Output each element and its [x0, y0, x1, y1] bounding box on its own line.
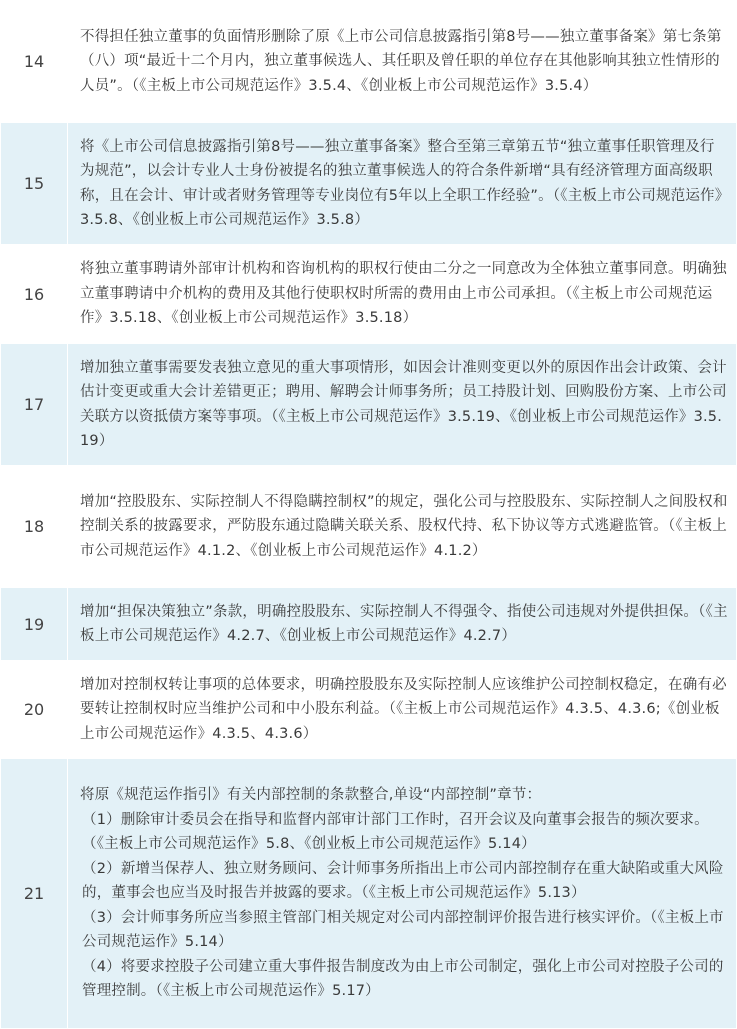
- row-number: 17: [1, 344, 68, 466]
- row-number: 16: [1, 245, 68, 344]
- row-text: 将独立董事聘请外部审计机构和咨询机构的职权行使由二分之一同意改为全体独立董事同意。明确独立董事聘请中介机构的费用及其他行使职权时所需的费用由上市公司承担。（《主板上市公司规范运作》3.5.18、《创业板上市公司规范运作》3.5.18）: [68, 245, 737, 344]
- table-row: [1, 245, 737, 344]
- table-row: [1, 759, 737, 1029]
- row-number: 20: [1, 661, 68, 759]
- row-intro: 将原《规范运作指引》有关内部控制的条款整合,单设“内部控制”章节：: [80, 787, 542, 804]
- list-item: （3）会计师事务所应当参照主管部门相关规定对公司内部控制评价报告进行核实评价。（《主板上市公司规范运作》5.14）: [82, 909, 724, 951]
- list-item: （1）删除审计委员会在指导和监督内部审计部门工作时，召开会议及向董事会报告的频次要求。（《主板上市公司规范运作》5.8、《创业板上市公司规范运作》5.14）: [82, 811, 709, 853]
- row-number: 14: [1, 1, 68, 123]
- row-text: 不得担任独立董事的负面情形删除了原《上市公司信息披露指引第8号——独立董事备案》第七条第（八）项“最近十二个月内，独立董事候选人、其任职及曾任职的单位存在其他影响其独立性情形的人员”。（《主板上市公司规范运作》3.5.4、《创业板上市公司规范运作》3.5.4）: [68, 1, 737, 123]
- list-item: （2）新增当保荐人、独立财务顾问、会计师事务所指出上市公司内部控制存在重大缺陷或重大风险的，董事会也应当及时报告并披露的要求。（《主板上市公司规范运作》5.13）: [82, 860, 724, 902]
- table-row: [1, 588, 737, 661]
- table-row: [1, 344, 737, 466]
- list-item: （4）将要求控股子公司建立重大事件报告制度改为由上市公司制定，强化上市公司对控股子公司的管理控制。（《主板上市公司规范运作》5.17）: [82, 958, 724, 1000]
- row-text: [68, 759, 737, 1029]
- row-number: 21: [1, 759, 68, 1029]
- table-row: [1, 1, 737, 123]
- table-row: [1, 661, 737, 759]
- row-text: 增加“控股股东、实际控制人不得隐瞒控制权”的规定，强化公司与控股股东、实际控制人之间股权和控制关系的披露要求，严防股东通过隐瞒关联关系、股权代持、私下协议等方式逃避监管。（《主板上市公司规范运作》4.1.2、《创业板上市公司规范运作》4.1.2）: [68, 466, 737, 588]
- row-text: 增加“担保决策独立”条款，明确控股股东、实际控制人不得强令、指使公司违规对外提供担保。（《主板上市公司规范运作》4.2.7、《创业板上市公司规范运作》4.2.7）: [68, 588, 737, 661]
- row-text: 增加独立董事需要发表独立意见的重大事项情形，如因会计准则变更以外的原因作出会计政策、会计估计变更或重大会计差错更正；聘用、解聘会计师事务所；员工持股计划、回购股份方案、上市公司关联方以资抵债方案等事项。（《主板上市公司规范运作》3.5.19、《创业板上市公司规范运作》3.5.19）: [68, 344, 737, 466]
- table-row: [1, 123, 737, 245]
- table-row: [1, 466, 737, 588]
- row-number: 19: [1, 588, 68, 661]
- row-text: 增加对控制权转让事项的总体要求，明确控股股东及实际控制人应该维护公司控制权稳定，在确有必要转让控制权时应当维护公司和中小股东利益。（《主板上市公司规范运作》4.3.5、4.3.6;《创业板上市公司规范运作》4.3.5、4.3.6）: [68, 661, 737, 759]
- row-text: 将《上市公司信息披露指引第8号——独立董事备案》整合至第三章第五节“独立董事任职管理及行为规范”，以会计专业人士身份被提名的独立董事候选人的符合条件新增“具有经济管理方面高级职称，且在会计、审计或者财务管理等专业岗位有5年以上全职工作经验”。（《主板上市公司规范运作》3.5.8、《创业板上市公司规范运作》3.5.8）: [68, 123, 737, 245]
- row-number: 18: [1, 466, 68, 588]
- row-number: 15: [1, 123, 68, 245]
